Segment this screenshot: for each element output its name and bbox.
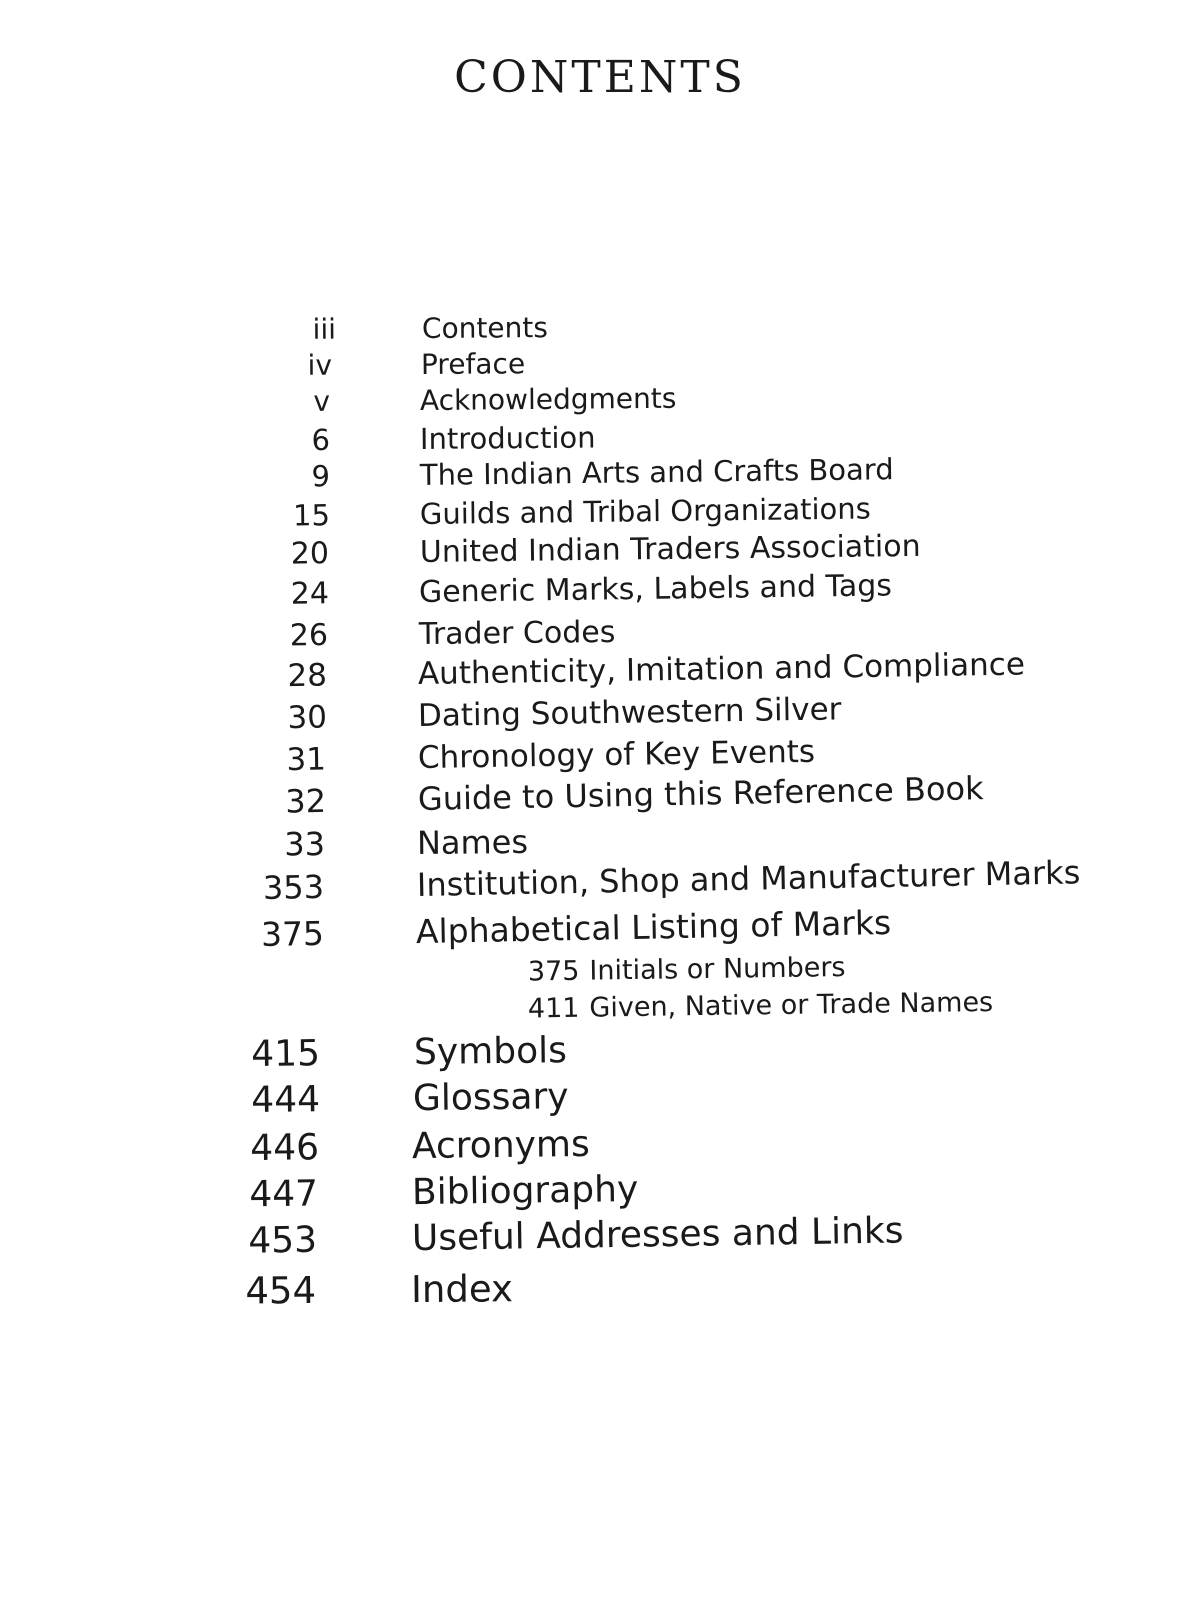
toc-label: Authenticity, Imitation and Compliance (417, 646, 1026, 693)
toc-page-number: iii (312, 312, 337, 346)
toc-page-number: 28 (287, 657, 328, 695)
toc-subentry-page-number: 411 (527, 992, 580, 1025)
toc-label: Bibliography (411, 1168, 639, 1214)
toc-label: Symbols (413, 1030, 568, 1074)
toc-subentry-label: Initials or Numbers (589, 952, 846, 987)
toc-label: Dating Southwestern Silver (417, 691, 842, 735)
toc-page-number: 353 (262, 867, 325, 908)
toc-label: Guide to Using this Reference Book (417, 769, 984, 819)
toc-page-number: 15 (292, 498, 331, 533)
toc-page-number: 6 (311, 422, 331, 457)
toc-label: Contents (421, 311, 549, 345)
toc-page-number: 444 (251, 1079, 321, 1122)
toc-label: Generic Marks, Labels and Tags (418, 568, 893, 611)
toc-label: Chronology of Key Events (417, 733, 816, 777)
toc-page-number: 9 (311, 459, 331, 494)
toc-label: Preface (420, 347, 526, 381)
toc-page-number: 375 (260, 913, 325, 955)
toc-page-number: 26 (289, 617, 329, 654)
toc-page-number: iv (307, 348, 333, 382)
toc-label: Glossary (412, 1076, 569, 1120)
page-title: CONTENTS (454, 52, 746, 103)
toc-page-number: 454 (245, 1268, 317, 1313)
toc-label: Guilds and Tribal Organizations (419, 491, 871, 531)
toc-page-number: 20 (290, 536, 330, 572)
toc-label: Alphabetical Listing of Marks (415, 902, 892, 952)
toc-page-number: 415 (251, 1033, 321, 1076)
toc-label: United Indian Traders Association (419, 528, 921, 570)
toc-page-number: 33 (284, 824, 326, 864)
toc-label: Useful Addresses and Links (411, 1210, 904, 1260)
toc-page-number: v (313, 384, 331, 418)
toc-page-number: 447 (248, 1173, 319, 1216)
toc-page-number: 453 (247, 1219, 318, 1262)
toc-label: Institution, Shop and Manufacturer Marks (416, 853, 1081, 905)
toc-label: Acknowledgments (419, 381, 677, 417)
toc-label: Acronyms (411, 1123, 591, 1168)
toc-label: Introduction (419, 420, 596, 456)
toc-label: The Indian Arts and Crafts Board (419, 452, 894, 492)
toc-label: Names (416, 822, 529, 863)
toc-label: Index (410, 1267, 514, 1312)
toc-page-number: 32 (284, 781, 327, 821)
toc-page-number: 24 (290, 576, 330, 612)
toc-page-number: 31 (286, 741, 327, 779)
toc-entry (0, 1261, 1200, 1315)
toc-subentry-page-number: 375 (527, 955, 580, 988)
toc-subentry-label: Given, Native or Trade Names (589, 986, 994, 1024)
toc-page-number: 446 (250, 1127, 320, 1170)
toc-page-number: 30 (287, 699, 328, 737)
toc-label: Trader Codes (418, 614, 616, 653)
